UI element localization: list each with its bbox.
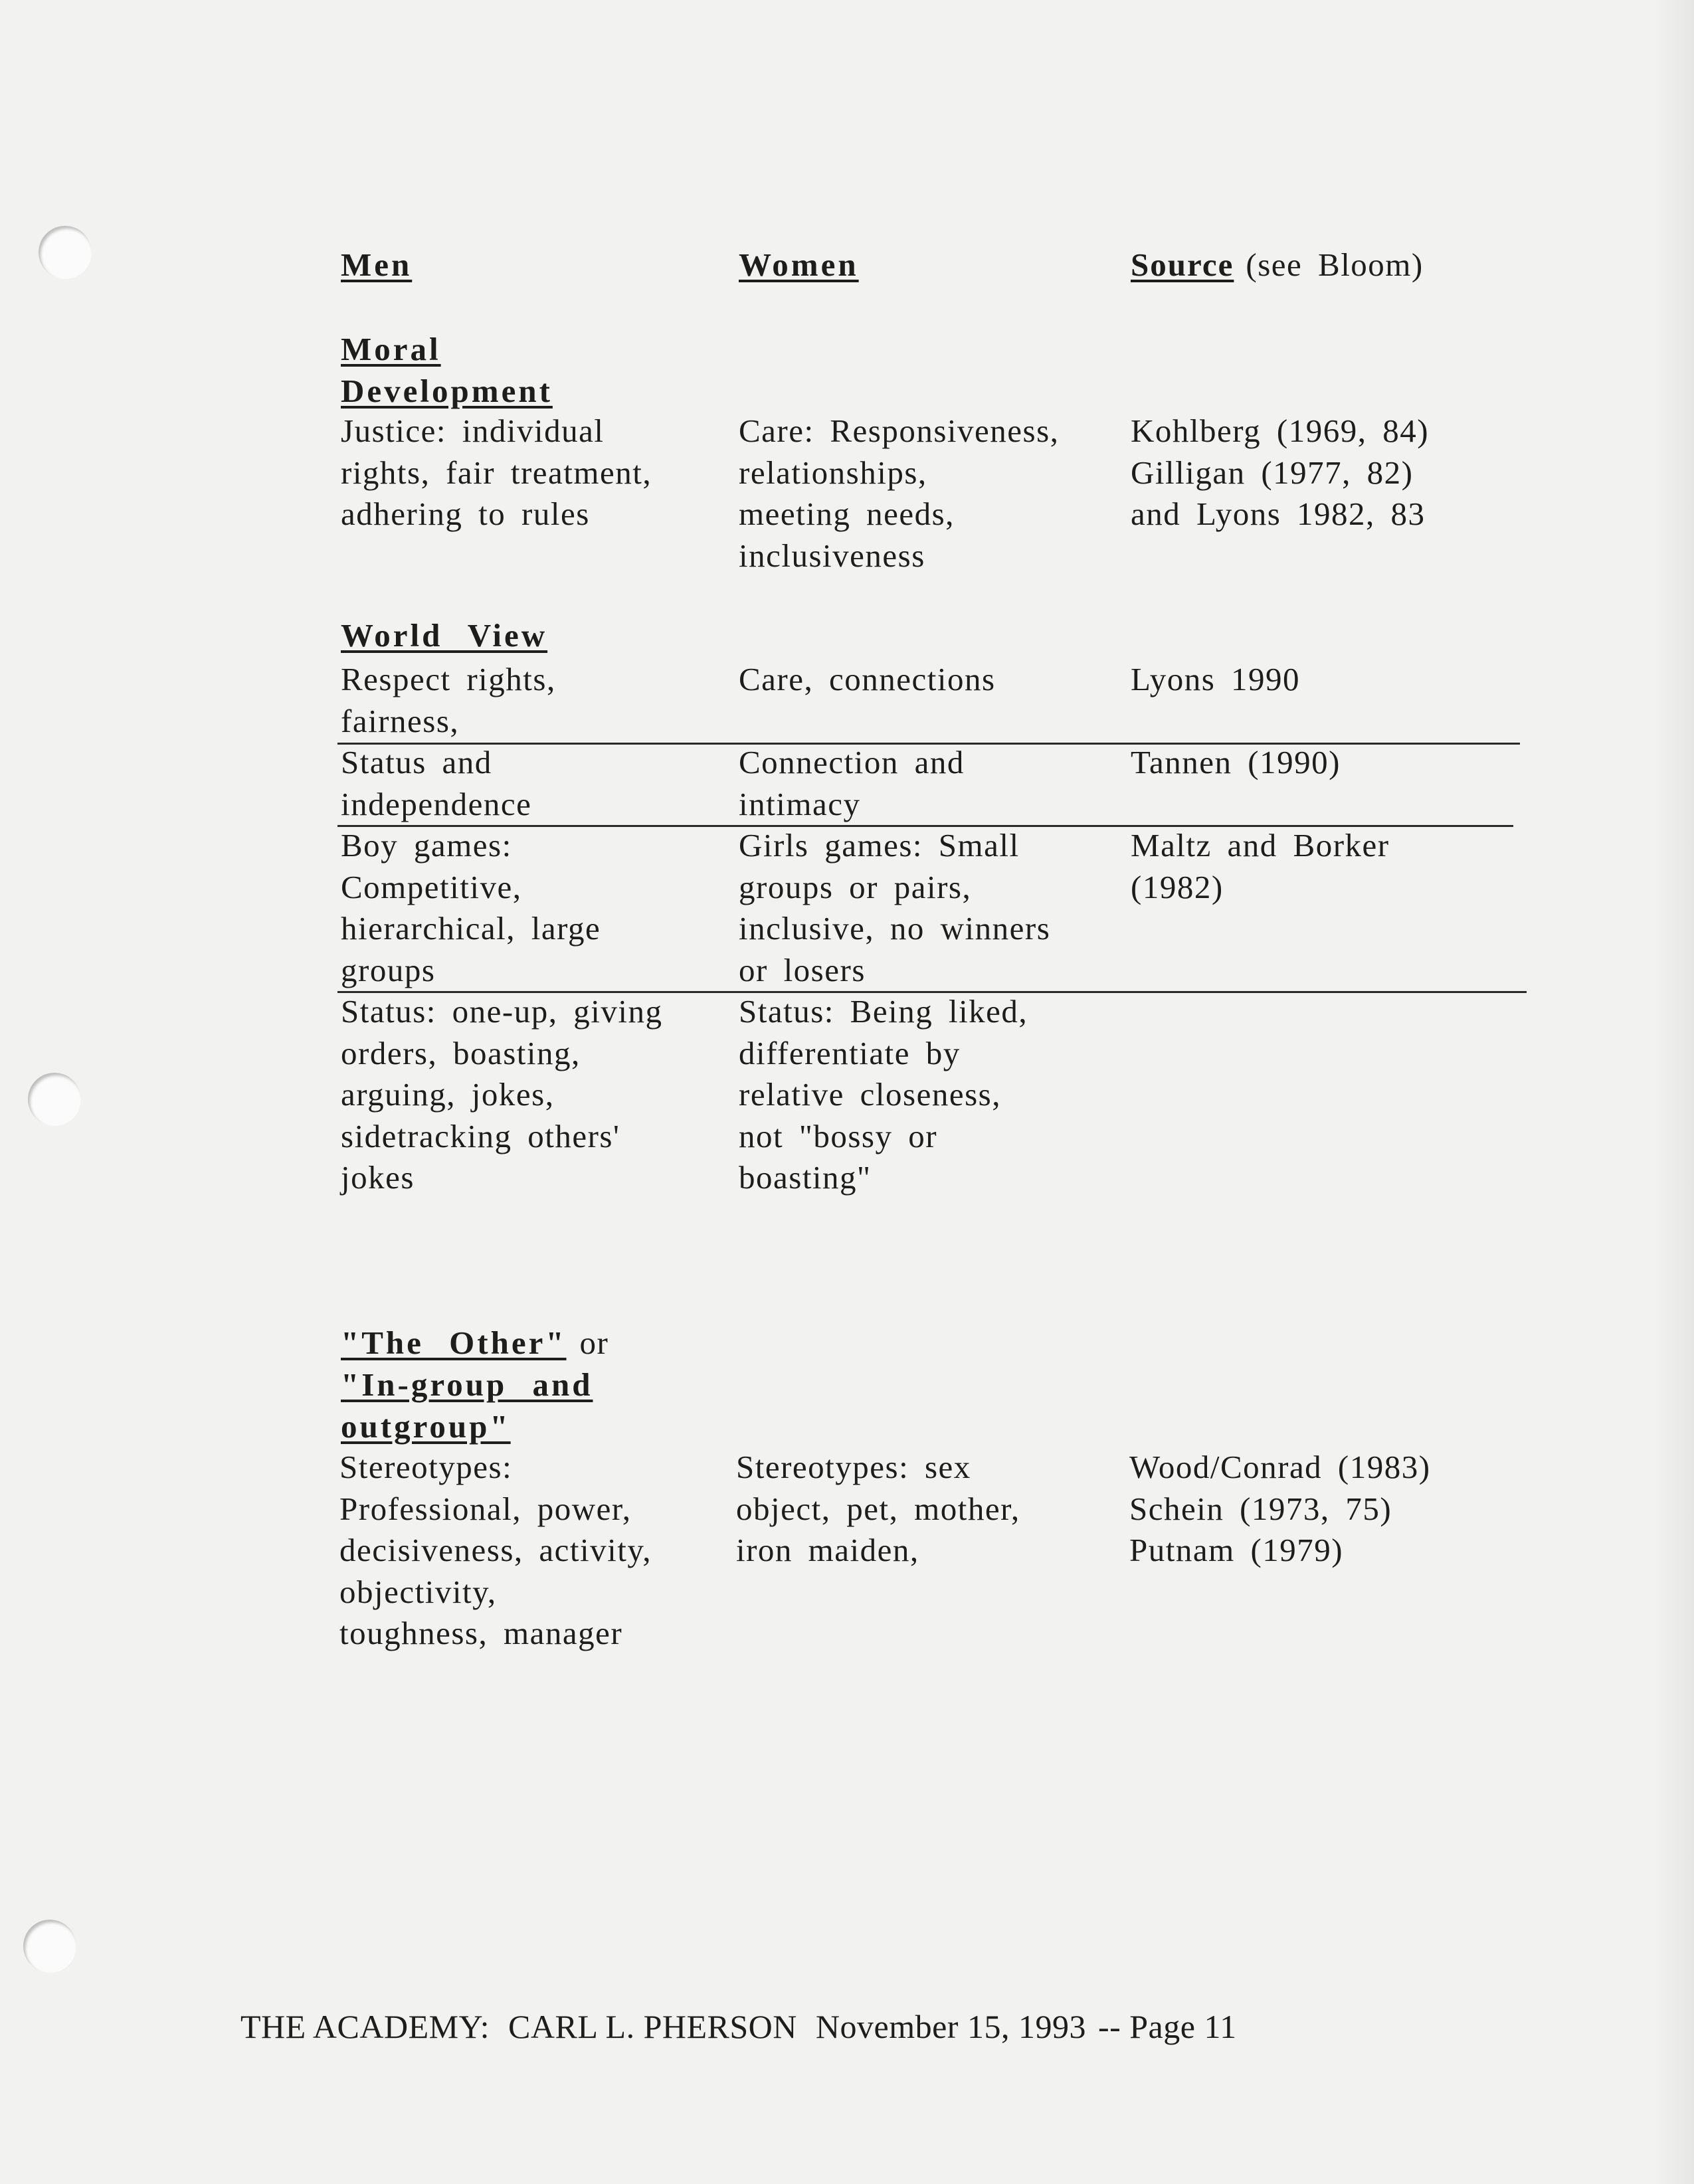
cell-source-worldview-1: Lyons 1990 [1131, 661, 1301, 697]
cell-women-other: Stereotypes: sex object, pet, mother, iron maiden, [736, 1449, 1020, 1568]
footer-date: November 15, 1993 [815, 2008, 1086, 2045]
footer-page-number: -- Page 11 [1097, 2008, 1237, 2045]
section-title-in-group: "In-group and outgroup" [341, 1366, 593, 1445]
cell-source-moral: Kohlberg (1969, 84) Gilligan (1977, 82) and Lyons 1982, 83 [1131, 412, 1430, 532]
cell-source-other: Wood/Conrad (1983) Schein (1973, 75) Putnam (1979) [1129, 1449, 1431, 1568]
cell-men-moral: Justice: individual rights, fair treatment, adhering to rules [341, 412, 652, 532]
cell-source-worldview-3: Maltz and Borker (1982) [1131, 827, 1390, 905]
cell-men-worldview-1: Respect rights, fairness, [341, 661, 556, 739]
header-women: Women [739, 246, 859, 283]
section-title-or: or [579, 1324, 609, 1361]
section-title-world-view: World View [341, 617, 548, 654]
page-footer [240, 2007, 1256, 2046]
cell-men-other: Stereotypes: Professional, power, decisiveness, activity, objectivity, toughness, manager [339, 1449, 652, 1651]
punch-hole [23, 1920, 76, 1973]
footer-author: CARL L. PHERSON [508, 2008, 797, 2045]
section-title-the-other-line1: "The Other" [341, 1324, 567, 1361]
cell-women-worldview-2: Connection and intimacy [739, 744, 965, 822]
section-title-the-other [341, 1322, 609, 1364]
cell-men-worldview-4: Status: one-up, giving orders, boasting, arguing, jokes, sidetracking others' jokes [341, 993, 663, 1196]
cell-women-moral: Care: Responsiveness, relationships, meeting needs, inclusiveness [739, 412, 1060, 574]
punch-hole [39, 226, 92, 279]
header-source-group [1131, 244, 1424, 286]
cell-women-worldview-3: Girls games: Small groups or pairs, inclusive, no winners or losers [739, 827, 1051, 988]
header-source: Source [1131, 246, 1234, 283]
cell-women-worldview-4: Status: Being liked, differentiate by relative closeness, not "bossy or boasting" [739, 993, 1028, 1196]
punch-hole [28, 1073, 81, 1126]
footer-org: THE ACADEMY: [240, 2008, 490, 2045]
cell-women-worldview-1: Care, connections [739, 661, 996, 697]
cell-men-worldview-2: Status and independence [341, 744, 532, 822]
header-source-note: (see Bloom) [1246, 246, 1424, 283]
cell-men-worldview-3: Boy games: Competitive, hierarchical, large groups [341, 827, 601, 988]
cell-source-worldview-2: Tannen (1990) [1131, 744, 1341, 780]
section-title-moral-development: Moral Development [341, 331, 553, 409]
page-edge [1654, 0, 1694, 2184]
header-men: Men [341, 246, 413, 283]
